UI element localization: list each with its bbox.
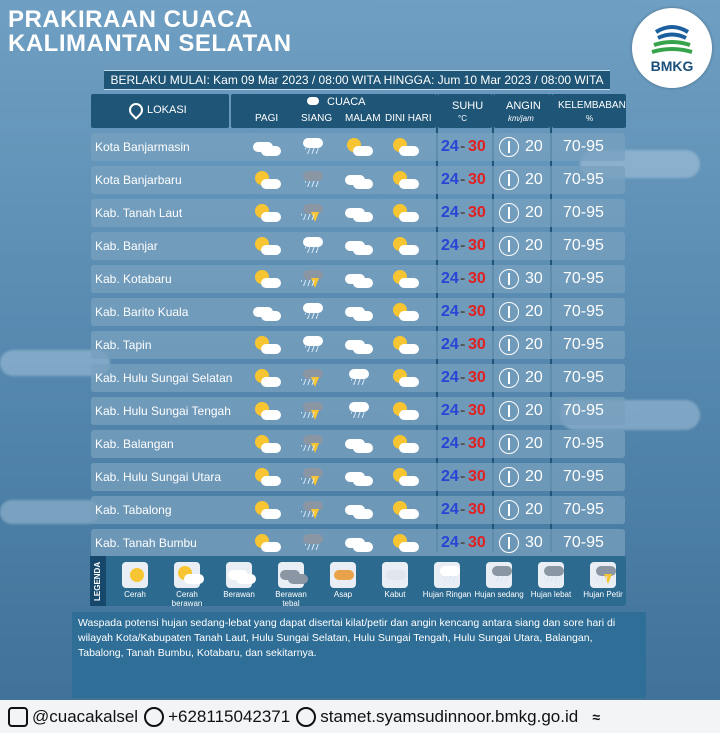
temp-dash: - — [460, 237, 466, 254]
location-name: Kab. Balangan — [95, 437, 174, 451]
location-name: Kab. Barito Kuala — [95, 305, 189, 319]
asap-icon — [330, 564, 360, 586]
table-row — [91, 298, 625, 326]
header-kelembaban-unit: % — [586, 114, 594, 123]
berawan-icon — [343, 235, 373, 257]
location-name: Kab. Kotabaru — [95, 272, 172, 286]
website-link[interactable] — [296, 707, 578, 727]
legend-label: Asap — [333, 590, 353, 599]
cerah-berawan-icon — [343, 136, 373, 158]
globe-icon — [296, 707, 316, 727]
legend-label: Berawan — [223, 590, 255, 599]
header-kelembaban — [552, 94, 626, 128]
temp-min: 24 — [441, 402, 459, 419]
temp-min: 24 — [441, 435, 459, 452]
legend-item — [474, 562, 524, 599]
legend-icon-box — [486, 562, 512, 588]
temp-dash: - — [460, 138, 466, 155]
location-name: Kab. Hulu Sungai Utara — [95, 470, 222, 484]
legend-icon-box — [226, 562, 252, 588]
temp-min: 24 — [441, 468, 459, 485]
temp-min: 24 — [441, 534, 459, 551]
header-angin — [494, 94, 550, 128]
instagram-icon — [8, 707, 28, 727]
temp-dash: - — [460, 270, 466, 287]
cerah-berawan-icon — [389, 235, 419, 257]
validity-banner: BERLAKU MULAI: Kam 09 Mar 2023 / 08:00 WITA HINGGA: Jum 10 Mar 2023 / 08:00 WITA — [104, 70, 610, 90]
table-row — [91, 463, 625, 491]
legend-icon-box — [538, 562, 564, 588]
header-pagi: PAGI — [255, 113, 279, 124]
temp-min: 24 — [441, 204, 459, 221]
cerah-icon — [122, 564, 152, 586]
cerah-berawan-icon — [389, 334, 419, 356]
whatsapp-link[interactable] — [144, 707, 290, 727]
legend-icon-box — [382, 562, 408, 588]
cerah-berawan-icon — [251, 235, 281, 257]
wind-speed: 20 — [525, 501, 543, 518]
temp-max: 30 — [468, 270, 486, 287]
legend-icon-box — [590, 562, 616, 588]
location-name: Kab. Banjar — [95, 239, 158, 253]
temp-dash: - — [460, 468, 466, 485]
kabut-icon — [382, 564, 412, 586]
legend-item — [266, 562, 316, 608]
header-suhu-unit: °C — [458, 114, 467, 123]
berawan-icon — [343, 268, 373, 290]
location-name: Kab. Hulu Sungai Tengah — [95, 404, 231, 418]
location-pin-icon — [126, 100, 146, 120]
wind-direction-icon — [499, 467, 519, 487]
berawan-icon — [343, 433, 373, 455]
location-name: Kab. Tabalong — [95, 503, 172, 517]
wind-direction-icon — [499, 533, 519, 553]
temp-min: 24 — [441, 270, 459, 287]
legend-icon-box — [122, 562, 148, 588]
cerah-berawan-icon — [389, 202, 419, 224]
humidity: 70-95 — [563, 402, 604, 419]
legend-item — [370, 562, 420, 599]
header-cuaca-label: CUACA — [327, 96, 366, 108]
hujan-ringan-icon — [297, 334, 327, 356]
header-lokasi-label: LOKASI — [147, 104, 187, 116]
temp-min: 24 — [441, 501, 459, 518]
table-row — [91, 430, 625, 458]
wind-speed: 20 — [525, 303, 543, 320]
legend-icon-box — [434, 562, 460, 588]
website-url: stamet.syamsudinnoor.bmkg.go.id — [320, 706, 579, 726]
legend-label: Cerah berawan — [171, 590, 203, 608]
temp-dash: - — [460, 171, 466, 188]
header-cuaca — [231, 94, 436, 128]
cerah-berawan-icon — [389, 367, 419, 389]
legend-item — [214, 562, 264, 599]
humidity: 70-95 — [563, 534, 604, 551]
legend-icon-box — [330, 562, 356, 588]
cerah-berawan-icon — [389, 433, 419, 455]
wind-speed: 20 — [525, 435, 543, 452]
wind-speed: 20 — [525, 369, 543, 386]
wind-speed: 20 — [525, 138, 543, 155]
temp-dash: - — [460, 435, 466, 452]
humidity: 70-95 — [563, 303, 604, 320]
legend-item — [578, 562, 628, 599]
wind-direction-icon — [499, 434, 519, 454]
legend-item — [110, 562, 160, 599]
legend-item — [318, 562, 368, 599]
humidity: 70-95 — [563, 369, 604, 386]
page-title — [8, 8, 292, 56]
instagram-handle: @cuacakalsel — [32, 706, 139, 726]
hujan-petir-icon — [297, 466, 327, 488]
legend-label: Kabut — [384, 590, 406, 599]
header-angin-unit: km/jam — [508, 114, 534, 123]
logo-name: BMKG — [650, 58, 694, 74]
temp-max: 30 — [468, 369, 486, 386]
wind-direction-icon — [499, 269, 519, 289]
cerah-berawan-icon — [174, 564, 204, 586]
location-name: Kab. Tanah Laut — [95, 206, 183, 220]
wind-speed: 20 — [525, 237, 543, 254]
header-dini-hari: DINI HARI — [385, 113, 432, 124]
cerah-berawan-icon — [389, 268, 419, 290]
header-suhu-label: SUHU — [452, 100, 484, 112]
wind-speed: 20 — [525, 171, 543, 188]
temp-min: 24 — [441, 138, 459, 155]
location-name: Kab. Hulu Sungai Selatan — [95, 371, 233, 385]
hujan-petir-icon — [297, 202, 327, 224]
humidity: 70-95 — [563, 171, 604, 188]
hujan-sedang-icon — [486, 564, 516, 586]
wind-speed: 20 — [525, 402, 543, 419]
bmkg-emblem-icon — [648, 22, 696, 56]
table-row — [91, 529, 625, 557]
temp-max: 30 — [468, 534, 486, 551]
temp-max: 30 — [468, 237, 486, 254]
cerah-berawan-icon — [251, 202, 281, 224]
temp-max: 30 — [468, 336, 486, 353]
humidity: 70-95 — [563, 468, 604, 485]
hujan-ringan-icon — [343, 367, 373, 389]
legend-label: Hujan Petir — [583, 590, 623, 599]
hujan-petir-icon — [297, 499, 327, 521]
berawan-icon — [343, 532, 373, 554]
hujan-lebat-icon — [538, 564, 568, 586]
location-name: Kab. Tanah Bumbu — [95, 536, 197, 550]
temp-dash: - — [460, 402, 466, 419]
hujan-ringan-icon — [297, 301, 327, 323]
header-siang: SIANG — [301, 113, 333, 124]
temp-max: 30 — [468, 204, 486, 221]
humidity: 70-95 — [563, 336, 604, 353]
hujan-ringan-icon — [297, 235, 327, 257]
temp-max: 30 — [468, 171, 486, 188]
wind-speed: 20 — [525, 336, 543, 353]
header-suhu — [438, 94, 492, 128]
berawan-tebal-icon — [278, 564, 308, 586]
background-cloud — [0, 500, 100, 524]
table-row — [91, 232, 625, 260]
temp-dash: - — [460, 204, 466, 221]
cerah-berawan-icon — [251, 499, 281, 521]
temp-max: 30 — [468, 501, 486, 518]
legend-item — [422, 562, 472, 599]
whatsapp-number: +628115042371 — [168, 706, 291, 726]
berawan-icon — [343, 334, 373, 356]
temp-min: 24 — [441, 171, 459, 188]
cerah-berawan-icon — [251, 532, 281, 554]
cerah-berawan-icon — [251, 268, 281, 290]
legend-label: Cerah — [124, 590, 146, 599]
header-angin-label: ANGIN — [506, 100, 541, 112]
temp-dash: - — [460, 534, 466, 551]
legend-label: Hujan sedang — [474, 590, 524, 599]
hujan-petir-icon — [297, 367, 327, 389]
legend-item — [526, 562, 576, 599]
temp-max: 30 — [468, 468, 486, 485]
hujan-sedang-icon — [297, 169, 327, 191]
cerah-berawan-icon — [251, 169, 281, 191]
wind-direction-icon — [499, 236, 519, 256]
temp-dash: - — [460, 303, 466, 320]
table-row — [91, 265, 625, 293]
humidity: 70-95 — [563, 138, 604, 155]
wind-speed: 30 — [525, 270, 543, 287]
cerah-berawan-icon — [389, 169, 419, 191]
legend-icon-box — [174, 562, 200, 588]
location-name: Kota Banjarmasin — [95, 140, 190, 154]
berawan-icon — [251, 301, 281, 323]
humidity: 70-95 — [563, 237, 604, 254]
berawan-icon — [343, 202, 373, 224]
cerah-berawan-icon — [251, 367, 281, 389]
instagram-link[interactable] — [8, 707, 138, 727]
wind-direction-icon — [499, 401, 519, 421]
wind-direction-icon — [499, 500, 519, 520]
cerah-berawan-icon — [389, 499, 419, 521]
wind-direction-icon — [499, 203, 519, 223]
signature-mark-icon: ≈ — [592, 708, 600, 725]
temp-min: 24 — [441, 336, 459, 353]
wind-direction-icon — [499, 368, 519, 388]
table-row — [91, 166, 625, 194]
berawan-icon — [251, 136, 281, 158]
temp-max: 30 — [468, 435, 486, 452]
legend — [90, 556, 626, 606]
wind-speed: 20 — [525, 204, 543, 221]
wind-direction-icon — [499, 302, 519, 322]
warning-text: Waspada potensi hujan sedang-lebat yang dapat disertai kilat/petir dan angin kencang antara siang dan sore hari di wilayah Kota/Kabupaten Tanah Laut, Hulu Sungai Selatan, Hulu Sungai Tengah, Hulu Sungai Utara, Balangan, Tabalong, Tanah Bumbu, Kotabaru, dan sekitarnya. — [72, 612, 646, 698]
location-name: Kota Banjarbaru — [95, 173, 182, 187]
footer — [0, 700, 720, 733]
wind-speed: 30 — [525, 534, 543, 551]
temp-min: 24 — [441, 369, 459, 386]
bmkg-logo — [632, 8, 712, 88]
header-malam: MALAM — [345, 113, 381, 124]
hujan-ringan-icon — [297, 136, 327, 158]
hujan-ringan-icon — [343, 400, 373, 422]
hujan-petir-icon — [590, 564, 620, 586]
humidity: 70-95 — [563, 204, 604, 221]
hujan-petir-icon — [297, 433, 327, 455]
wind-speed: 20 — [525, 468, 543, 485]
hujan-petir-icon — [297, 268, 327, 290]
header-kelembaban-label: KELEMBABAN — [558, 100, 626, 111]
humidity: 70-95 — [563, 501, 604, 518]
location-name: Kab. Tapin — [95, 338, 152, 352]
legend-tag: LEGENDA — [90, 556, 106, 606]
whatsapp-icon — [144, 707, 164, 727]
cerah-berawan-icon — [251, 400, 281, 422]
table-row — [91, 364, 625, 392]
berawan-icon — [343, 169, 373, 191]
cerah-berawan-icon — [389, 136, 419, 158]
title-line-2: KALIMANTAN SELATAN — [8, 30, 292, 57]
legend-item — [162, 562, 212, 608]
cerah-berawan-icon — [251, 466, 281, 488]
legend-icon-box — [278, 562, 304, 588]
cerah-berawan-icon — [389, 532, 419, 554]
berawan-icon — [343, 301, 373, 323]
table-row — [91, 496, 625, 524]
berawan-icon — [343, 466, 373, 488]
legend-label: Hujan Ringan — [422, 590, 472, 599]
temp-max: 30 — [468, 402, 486, 419]
cerah-berawan-icon — [389, 301, 419, 323]
table-row — [91, 133, 625, 161]
header-lokasi — [91, 94, 229, 128]
legend-label: Hujan lebat — [530, 590, 572, 599]
cerah-berawan-icon — [251, 433, 281, 455]
cerah-berawan-icon — [389, 466, 419, 488]
humidity: 70-95 — [563, 435, 604, 452]
table-row — [91, 199, 625, 227]
temp-dash: - — [460, 369, 466, 386]
table-row — [91, 397, 625, 425]
temp-min: 24 — [441, 303, 459, 320]
temp-dash: - — [460, 501, 466, 518]
cerah-berawan-icon — [389, 400, 419, 422]
hujan-ringan-icon — [434, 564, 464, 586]
title-line-1: PRAKIRAAN CUACA — [8, 6, 253, 33]
hujan-petir-icon — [297, 400, 327, 422]
wind-direction-icon — [499, 170, 519, 190]
legend-label: Berawan tebal — [275, 590, 307, 608]
temp-dash: - — [460, 336, 466, 353]
temp-max: 30 — [468, 138, 486, 155]
wind-direction-icon — [499, 335, 519, 355]
table-row — [91, 331, 625, 359]
temp-min: 24 — [441, 237, 459, 254]
wind-direction-icon — [499, 137, 519, 157]
cerah-berawan-icon — [251, 334, 281, 356]
humidity: 70-95 — [563, 270, 604, 287]
berawan-icon — [343, 499, 373, 521]
weather-icon — [307, 97, 319, 105]
hujan-sedang-icon — [297, 532, 327, 554]
temp-max: 30 — [468, 303, 486, 320]
berawan-icon — [226, 564, 256, 586]
